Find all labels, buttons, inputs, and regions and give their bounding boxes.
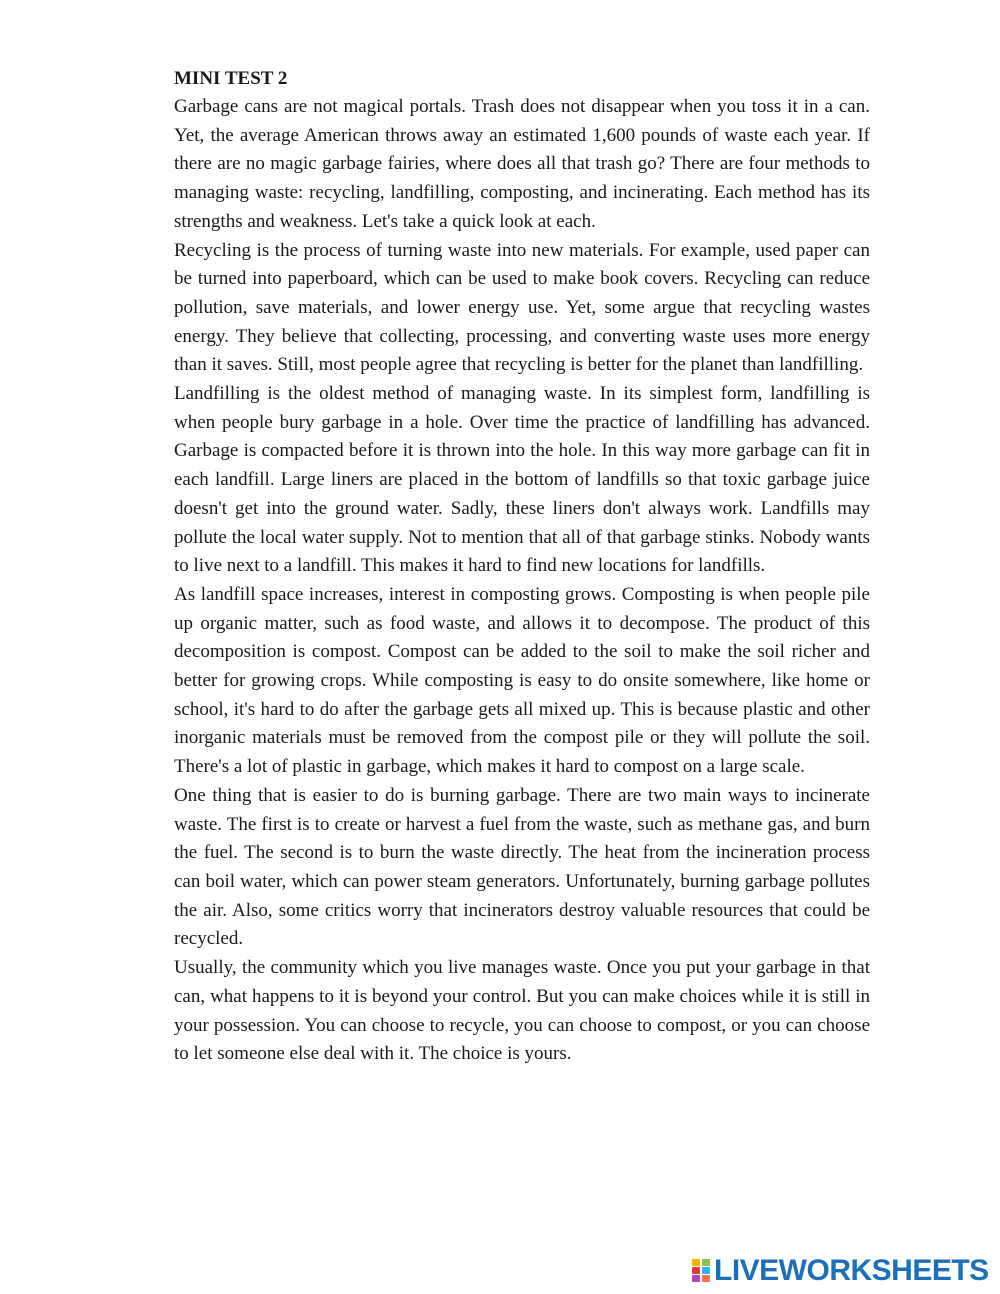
logo-icon-block (692, 1267, 700, 1274)
page-title: MINI TEST 2 (174, 68, 288, 89)
liveworksheets-logo[interactable] (692, 1256, 989, 1286)
logo-text: LIVEWORKSHEETS (714, 1254, 989, 1287)
paragraph-intro: Garbage cans are not magical portals. Trash does not disappear when you toss it in a can. Yet, the average American throws away an estimated 1,600 pounds of waste each year. If there are no magic garbage fairies, where does all that trash go? There are four methods to managing waste: recycling, landfilling, composting, and incinerating. Each method has its strengths and weakness. Let's take a quick look at each. (174, 96, 870, 232)
logo-icon-block (692, 1259, 700, 1266)
worksheet-page (174, 64, 870, 1069)
liveworksheets-logo-icon (692, 1259, 710, 1283)
paragraph-landfilling: Landfilling is the oldest method of managing waste. In its simplest form, landfilling is when people bury garbage in a hole. Over time the practice of landfilling has advanced. Garbage is compacted before it is thrown into the hole. In this way more garbage can fit in each landfill. Large liners are placed in the bottom of landfills so that toxic garbage juice doesn't get into the ground water. Sadly, these liners don't always work. Landfills may pollute the local water supply. Not to mention that all of that garbage stinks. Nobody wants to live next to a landfill. This makes it hard to find new locations for landfills. (174, 383, 870, 577)
paragraph-incinerating: One thing that is easier to do is burning garbage. There are two main ways to incinerate waste. The first is to create or harvest a fuel from the waste, such as methane gas, and burn the fuel. The second is to burn the waste directly. The heat from the incineration process can boil water, which can power steam generators. Unfortunately, burning garbage pollutes the air. Also, some critics worry that incinerators destroy valuable resources that could be recycled. (174, 784, 870, 950)
logo-icon-block (692, 1275, 700, 1282)
paragraph-recycling: Recycling is the process of turning waste into new materials. For example, used paper can be turned into paperboard, which can be used to make book covers. Recycling can reduce pollution, save materials, and lower energy use. Yet, some argue that recycling wastes energy. They believe that collecting, processing, and converting waste uses more energy than it saves. Still, most people agree that recycling is better for the planet than landfilling. (174, 239, 870, 376)
logo-icon-block (702, 1275, 710, 1282)
logo-icon-block (702, 1259, 710, 1266)
paragraph-composting: As landfill space increases, interest in composting grows. Composting is when people pile up organic matter, such as food waste, and allows it to decompose. The product of this decomposition is compost. Compost can be added to the soil to make the soil richer and better for growing crops. While composting is easy to do onsite somewhere, like home or school, it's hard to do after the garbage gets all mixed up. This is because plastic and other inorganic materials must be removed from the compost pile or they will pollute the soil. There's a lot of plastic in garbage, which makes it hard to compost on a large scale. (174, 583, 870, 778)
paragraph-conclusion: Usually, the community which you live manages waste. Once you put your garbage in that can, what happens to it is beyond your control. But you can make choices while it is still in your possession. You can choose to recycle, you can choose to compost, or you can choose to let someone else deal with it. The choice is yours. (174, 957, 870, 1065)
logo-icon-block (702, 1267, 710, 1274)
